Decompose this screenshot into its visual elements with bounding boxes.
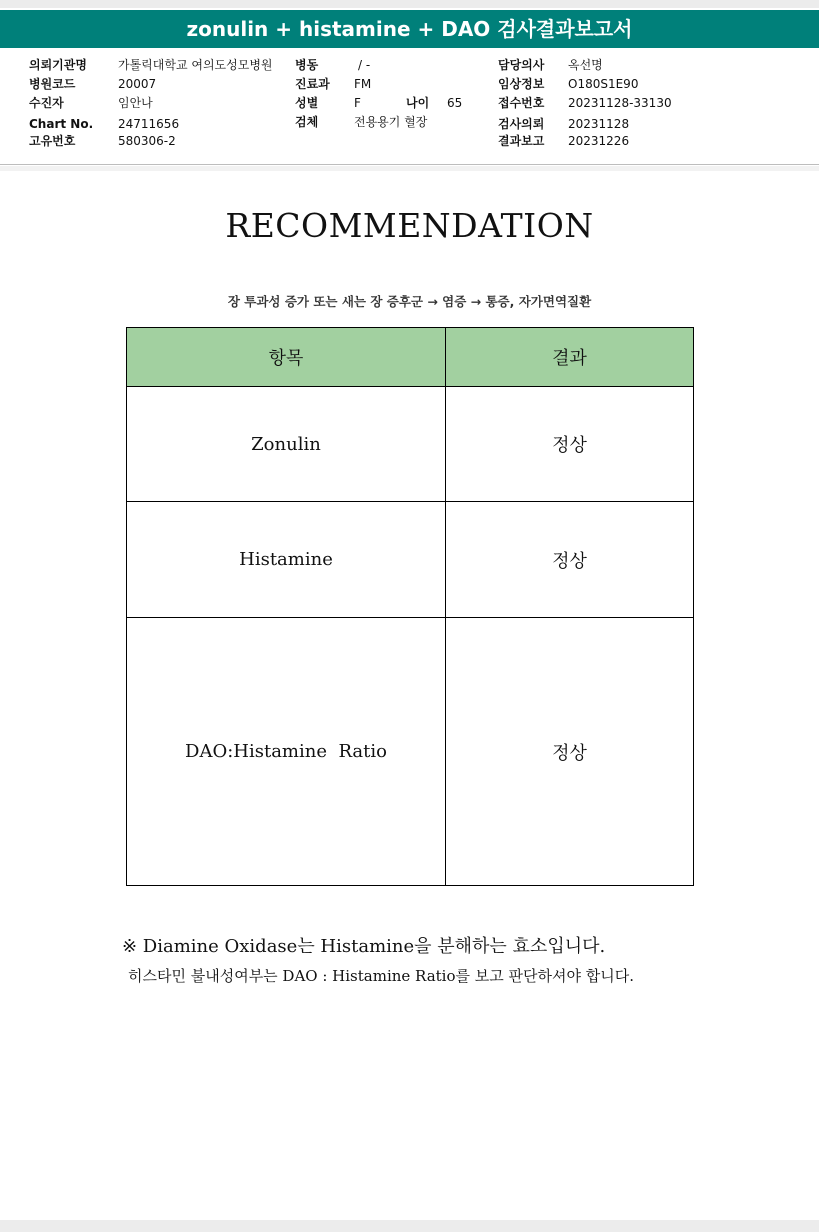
bottom-border — [0, 1220, 819, 1232]
value-receipt-no: 20231128-33130 — [568, 96, 672, 110]
row-result: 정상 — [446, 502, 694, 618]
header-divider — [0, 164, 819, 165]
label-specimen: 검체 — [295, 115, 319, 129]
row-result: 정상 — [446, 387, 694, 502]
label-institution: 의뢰기관명 — [29, 58, 87, 72]
label-department: 진료과 — [295, 77, 330, 91]
value-department: FM — [354, 77, 372, 91]
value-hospital-code: 20007 — [118, 77, 157, 91]
table-header-row — [127, 328, 694, 387]
label-receipt-no: 접수번호 — [498, 96, 545, 110]
value-request-date: 20231128 — [568, 117, 630, 131]
label-chart-no: Chart No. — [29, 117, 94, 131]
results-table — [126, 327, 694, 886]
row-item: Zonulin — [127, 387, 446, 502]
label-unique-no: 고유번호 — [29, 134, 76, 148]
table-row — [127, 618, 694, 886]
top-border — [0, 0, 819, 8]
report-title-bar — [0, 10, 819, 48]
value-unique-no: 580306-2 — [118, 134, 176, 148]
row-result: 정상 — [446, 618, 694, 886]
report-title: zonulin + histamine + DAO 검사결과보고서 — [186, 17, 633, 41]
value-patient: 임안나 — [118, 96, 153, 110]
label-doctor: 담당의사 — [498, 58, 545, 72]
value-chart-no: 24711656 — [118, 117, 180, 131]
label-hospital-code: 병원코드 — [29, 77, 76, 91]
value-age: 65 — [447, 96, 463, 110]
table-row — [127, 502, 694, 618]
value-doctor: 옥선명 — [568, 58, 603, 72]
note-dao-definition: ※ Diamine Oxidase는 Histamine을 분해하는 효소입니다. — [122, 936, 606, 957]
page-subtitle: 장 투과성 증가 또는 새는 장 증후군 → 염증 → 통증, 자가면역질환 — [227, 294, 592, 309]
header-item: 항목 — [127, 328, 446, 387]
label-request-date: 검사의뢰 — [498, 117, 545, 131]
label-ward: 병동 — [295, 58, 319, 72]
table-row — [127, 387, 694, 502]
row-item: DAO:Histamine Ratio — [127, 618, 446, 886]
row-item: Histamine — [127, 502, 446, 618]
label-report-date: 결과보고 — [498, 134, 545, 148]
page-title: RECOMMENDATION — [225, 206, 594, 245]
value-report-date: 20231226 — [568, 134, 630, 148]
note-ratio-guidance: 히스타민 불내성여부는 DAO : Histamine Ratio를 보고 판단하셔야 합니다. — [128, 967, 634, 985]
header-divider-shadow — [0, 166, 819, 171]
value-institution: 가톨릭대학교 여의도성모병원 — [118, 58, 273, 72]
label-patient: 수진자 — [29, 96, 64, 110]
label-sex: 성별 — [295, 96, 319, 110]
header-result: 결과 — [446, 328, 694, 387]
value-sex: F — [354, 96, 361, 110]
value-ward: / - — [358, 58, 371, 72]
value-specimen: 전용용기 혈장 — [354, 115, 428, 129]
label-clinical-info: 임상정보 — [498, 77, 545, 91]
label-age: 나이 — [406, 96, 430, 110]
value-clinical-info: O180S1E90 — [568, 77, 639, 91]
